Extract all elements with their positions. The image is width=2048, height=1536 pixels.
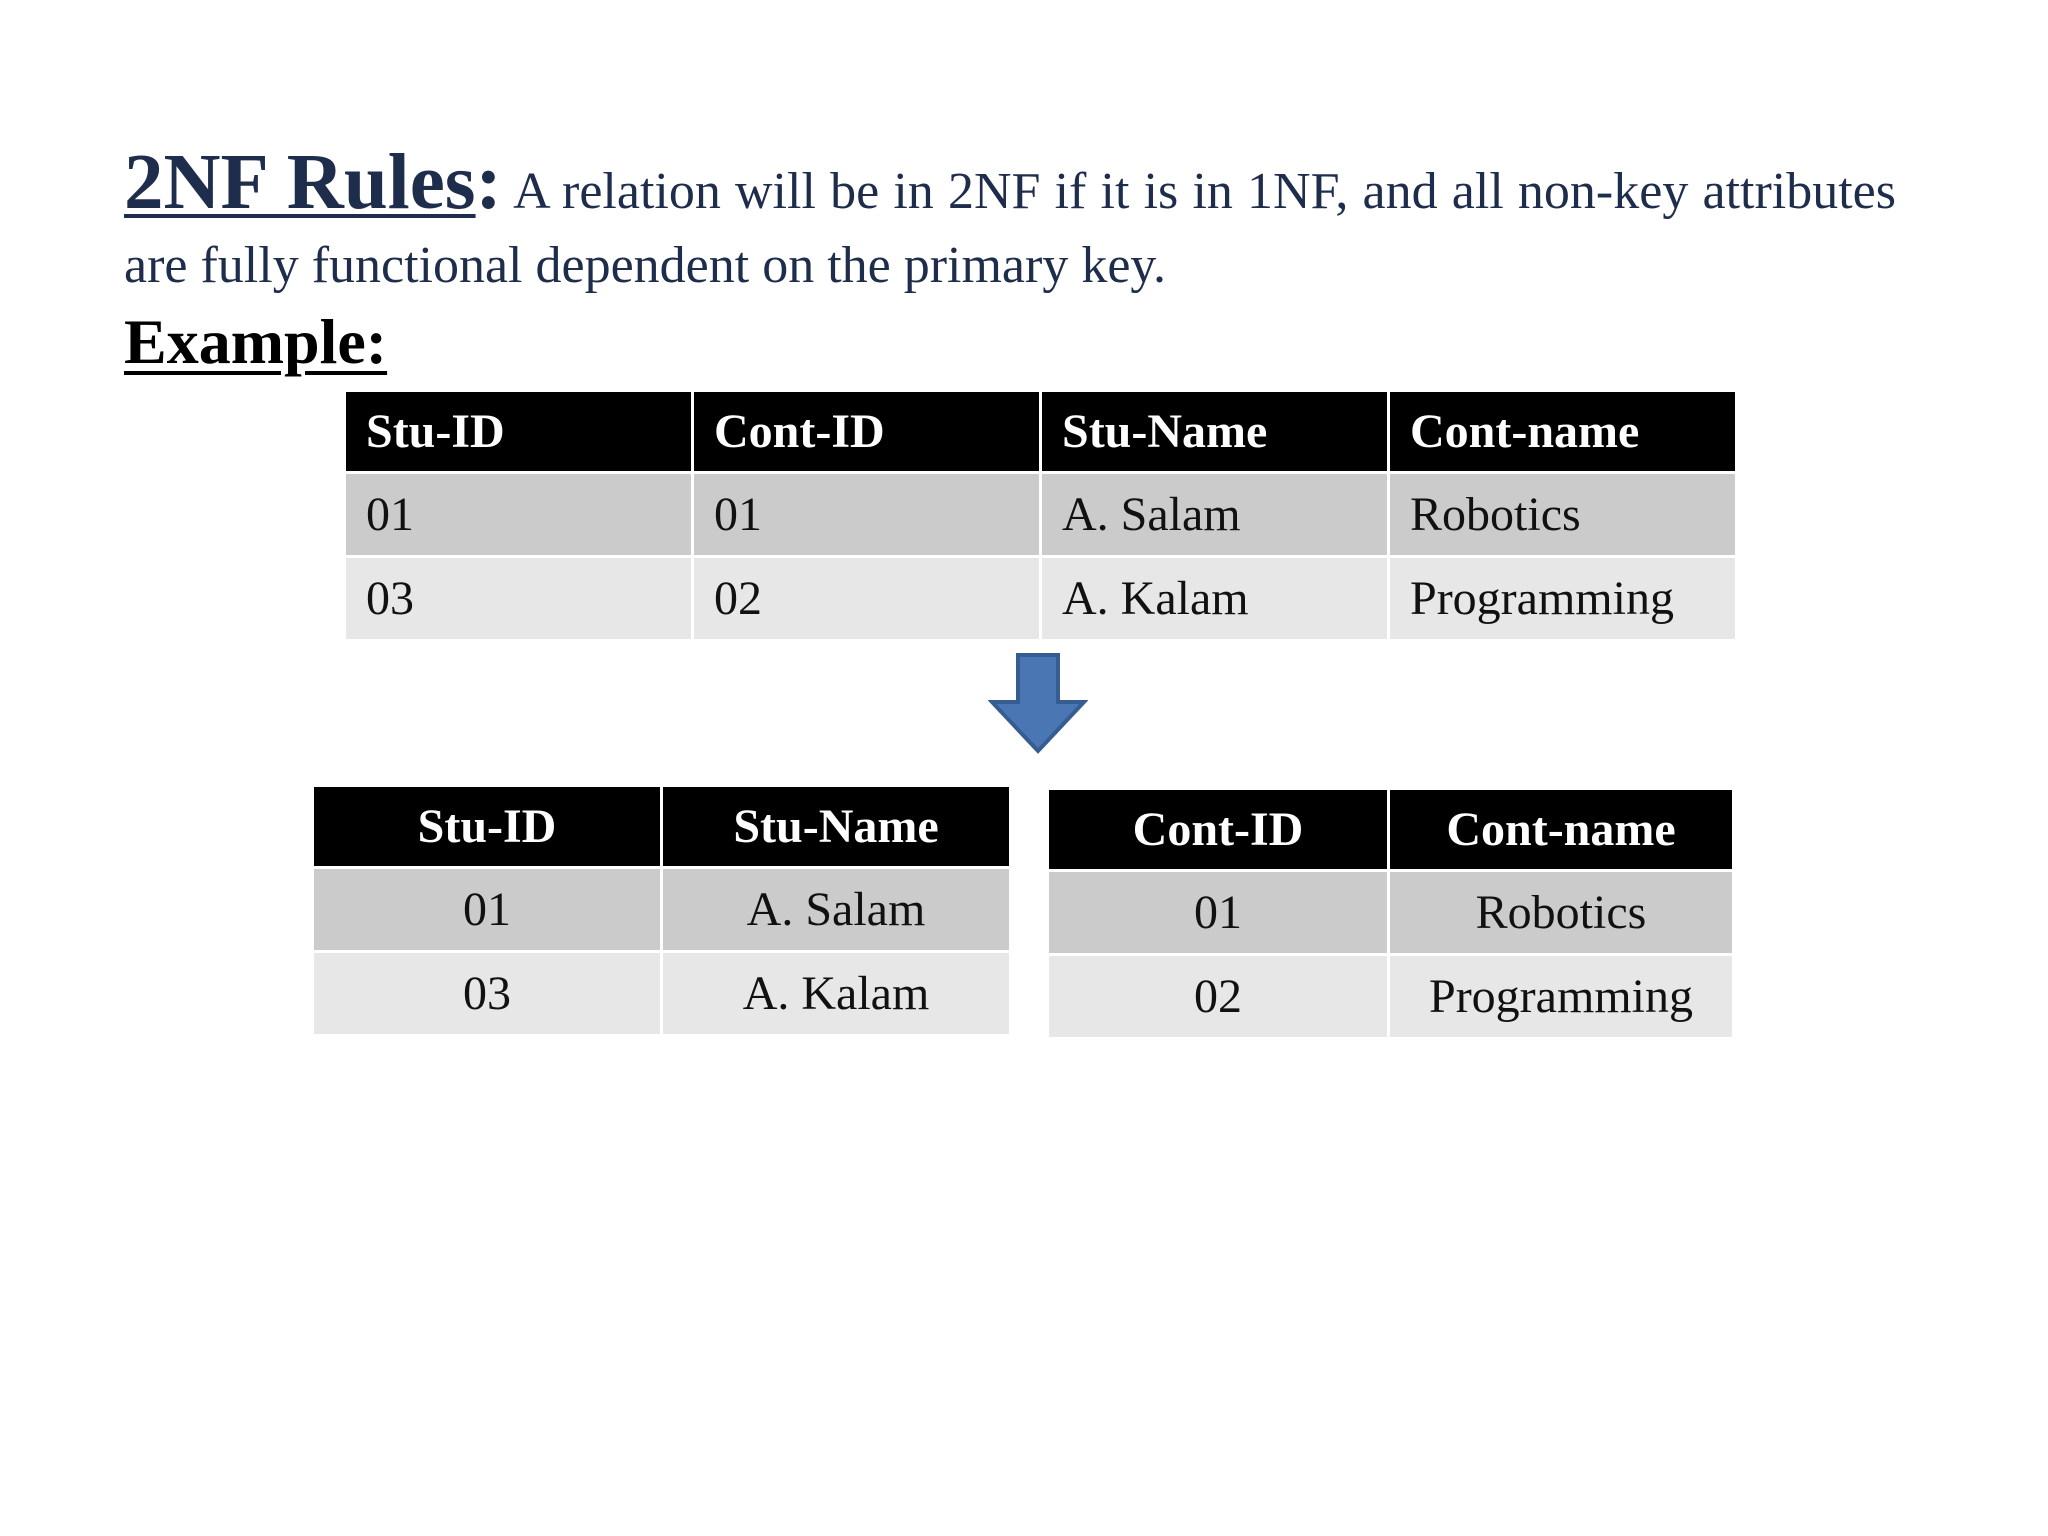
table-cell: 02	[694, 558, 1039, 639]
table-cell: Programming	[1390, 956, 1732, 1037]
table-cell: A. Kalam	[663, 953, 1009, 1034]
table-cell: Programming	[1390, 558, 1735, 639]
table-cell: A. Salam	[1042, 474, 1387, 555]
main-table	[343, 389, 1738, 642]
table-header-row	[1049, 790, 1732, 869]
header-stu-id: Stu-ID	[314, 787, 660, 866]
table-cell: 01	[314, 869, 660, 950]
table-row	[1049, 956, 1732, 1037]
table-row	[314, 953, 1009, 1034]
rule-text: A relation will be in 2NF if it is in 1NF, and all non-key attributes are fully functional dependent on the primary key.	[124, 163, 1897, 294]
course-table	[1046, 787, 1735, 1040]
table-row	[1049, 872, 1732, 953]
table-cell: 01	[694, 474, 1039, 555]
header-cont-name: Cont-name	[1390, 790, 1732, 869]
table-header-row	[314, 787, 1009, 866]
table-cell: 03	[314, 953, 660, 1034]
student-table	[311, 784, 1012, 1037]
table-row	[346, 474, 1735, 555]
table-row	[346, 558, 1735, 639]
table-cell: A. Kalam	[1042, 558, 1387, 639]
header-stu-name: Stu-Name	[663, 787, 1009, 866]
rule-title: 2NF Rules	[124, 139, 476, 226]
table-cell: A. Salam	[663, 869, 1009, 950]
rule-paragraph	[124, 139, 1897, 303]
example-heading: Example:	[124, 306, 388, 377]
down-arrow-icon	[988, 652, 1088, 756]
table-row	[314, 869, 1009, 950]
table-cell: Robotics	[1390, 474, 1735, 555]
table-cell: 01	[346, 474, 691, 555]
rule-title-colon: :	[475, 139, 502, 226]
table-header-row	[346, 392, 1735, 471]
header-cont-name: Cont-name	[1390, 392, 1735, 471]
table-cell: 01	[1049, 872, 1387, 953]
header-stu-name: Stu-Name	[1042, 392, 1387, 471]
table-cell: 02	[1049, 956, 1387, 1037]
table-cell: Robotics	[1390, 872, 1732, 953]
header-cont-id: Cont-ID	[694, 392, 1039, 471]
header-stu-id: Stu-ID	[346, 392, 691, 471]
header-cont-id: Cont-ID	[1049, 790, 1387, 869]
table-cell: 03	[346, 558, 691, 639]
